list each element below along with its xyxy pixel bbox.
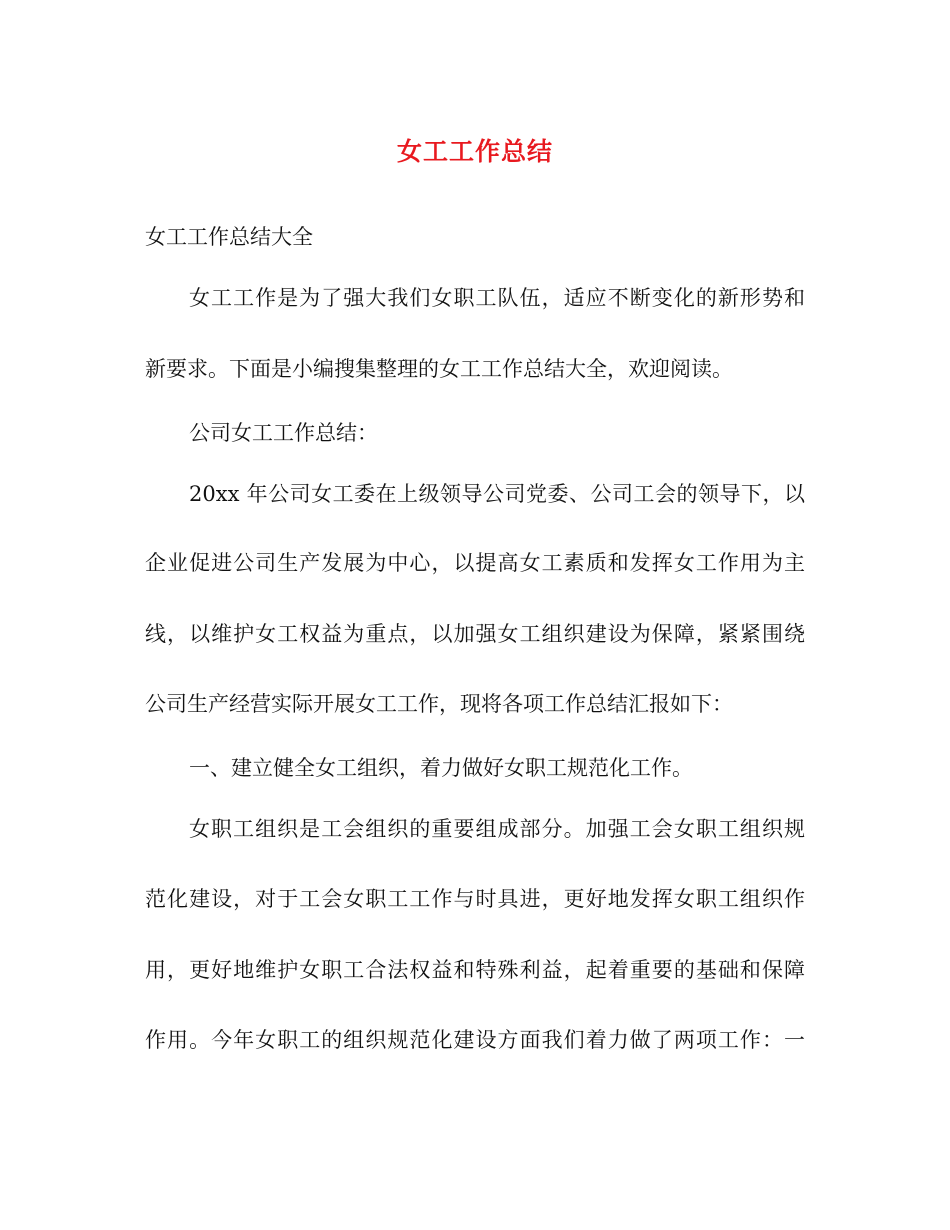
section-heading-line: 公司女工工作总结： — [189, 421, 378, 445]
paragraph-line: 作用。今年女职工的组织规范化建设方面我们着力做了两项工作：一 — [145, 1028, 805, 1052]
paragraph-line: 用，更好地维护女职工合法权益和特殊利益，起着重要的基础和保障 — [145, 958, 805, 982]
document-title: 女工工作总结 — [396, 137, 553, 166]
paragraph-line: 女工工作是为了强大我们女职工队伍，适应不断变化的新形势和 — [189, 286, 805, 310]
paragraph-line: 范化建设，对于工会女职工工作与时具进，更好地发挥女职工组织作 — [145, 887, 805, 911]
subtitle-line: 女工工作总结大全 — [145, 225, 313, 249]
paragraph-line: 女职工组织是工会组织的重要组成部分。加强工会女职工组织规 — [189, 817, 805, 841]
paragraph-line: 企业促进公司生产发展为中心，以提高女工素质和发挥女工作用为主 — [145, 551, 805, 575]
paragraph-line: 线，以维护女工权益为重点，以加强女工组织建设为保障，紧紧围绕 — [145, 622, 805, 646]
paragraph-line: 公司生产经营实际开展女工工作，现将各项工作总结汇报如下： — [145, 692, 733, 716]
paragraph-line: 新要求。下面是小编搜集整理的女工工作总结大全，欢迎阅读。 — [145, 357, 733, 381]
section-heading-line: 一、建立健全女工组织，着力做好女职工规范化工作。 — [189, 756, 693, 780]
paragraph-line: 20xx 年公司女工委在上级领导公司党委、公司工会的领导下，以 — [189, 482, 805, 506]
